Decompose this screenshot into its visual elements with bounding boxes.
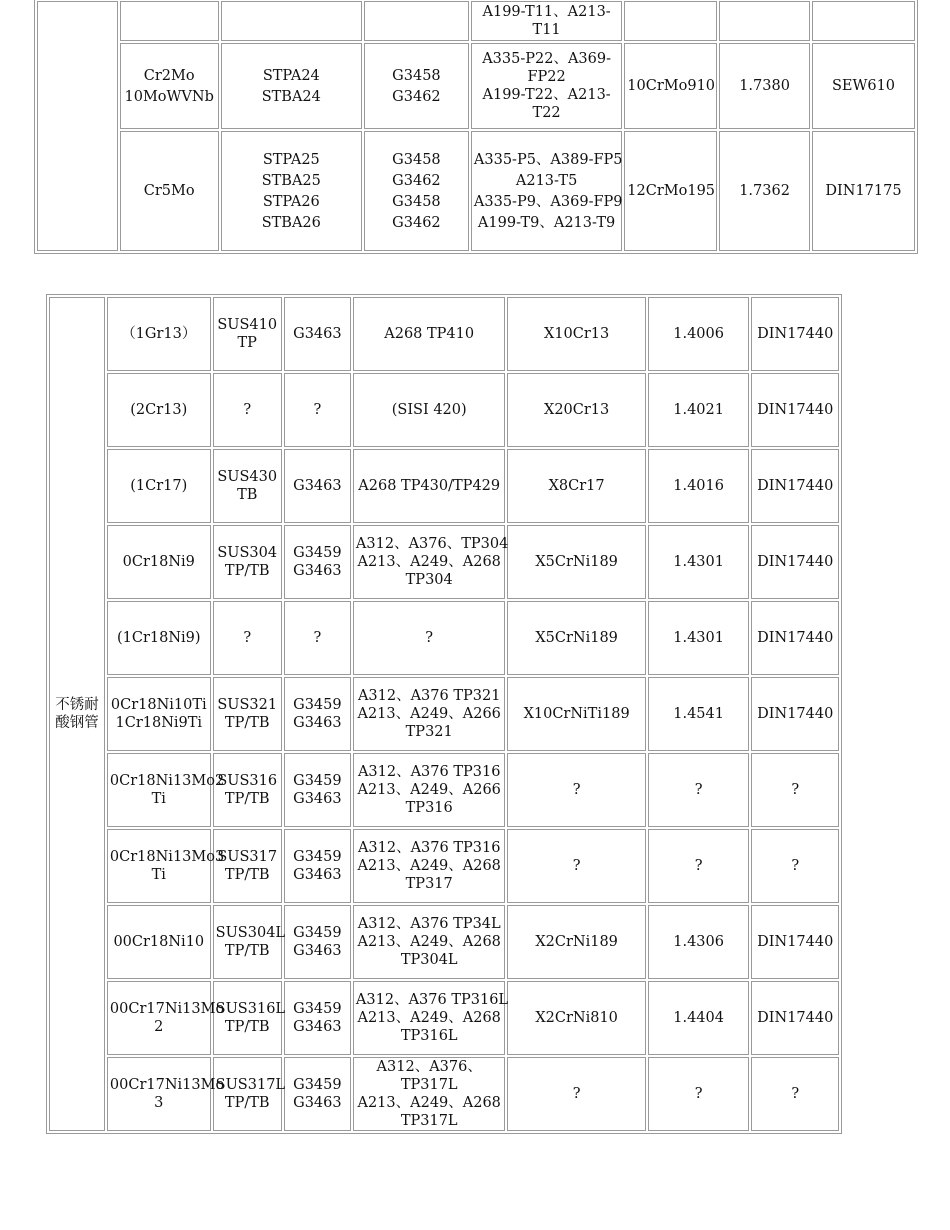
cell-line: SUS317 bbox=[217, 849, 278, 865]
cell-line: 不锈耐 bbox=[55, 697, 99, 713]
table-row bbox=[49, 829, 839, 903]
cell-line: TP/TB bbox=[224, 791, 270, 807]
din-number-cell bbox=[648, 677, 750, 751]
cell-line: ? bbox=[243, 630, 252, 646]
cell-line: Cr5Mo bbox=[143, 183, 195, 199]
cell-line: SUS304L bbox=[215, 925, 286, 941]
din-standard-cell bbox=[751, 297, 839, 371]
cell-line: G3459 bbox=[293, 925, 342, 941]
cell-line: TP304 bbox=[405, 572, 453, 588]
cell-line: TP304L bbox=[400, 952, 458, 968]
cell-line: ? bbox=[572, 1086, 581, 1102]
cell-line: TP321 bbox=[405, 724, 453, 740]
astm-cell bbox=[353, 753, 506, 827]
cell-line: ? bbox=[243, 402, 252, 418]
din-grade-cell bbox=[507, 905, 645, 979]
cell-line: A312、A376、 bbox=[376, 1059, 482, 1075]
cell-line: 00Cr17Ni13Mo bbox=[109, 1077, 225, 1093]
cell-line: DIN17440 bbox=[757, 478, 834, 494]
astm-cell bbox=[353, 297, 506, 371]
cell-line: 2 bbox=[154, 1019, 164, 1035]
cell-line: X2CrNi189 bbox=[535, 934, 618, 950]
din-standard-cell bbox=[751, 1057, 839, 1131]
din-standard-cell bbox=[751, 677, 839, 751]
cell-line: G3459 bbox=[293, 1077, 342, 1093]
cell-line: G3459 bbox=[293, 773, 342, 789]
cell-line: SUS304 bbox=[217, 545, 278, 561]
din-number-cell bbox=[648, 601, 750, 675]
din-standard-cell bbox=[812, 43, 915, 129]
cell-line: DIN17440 bbox=[757, 1010, 834, 1026]
astm-cell bbox=[353, 373, 506, 447]
din-grade-cell bbox=[507, 449, 645, 523]
grade-cell bbox=[107, 373, 211, 447]
cell-line: X2CrNi810 bbox=[535, 1010, 618, 1026]
cell-line: A213、A249、A268 bbox=[357, 1010, 501, 1026]
cell-line: DIN17440 bbox=[757, 402, 834, 418]
cell-line: SUS430 bbox=[217, 469, 278, 485]
cell-line: A268 TP430/TP429 bbox=[358, 478, 501, 494]
astm-cell bbox=[353, 829, 506, 903]
cell-line: TP316L bbox=[400, 1028, 458, 1044]
cell-line: T22 bbox=[532, 105, 561, 121]
din-grade-cell bbox=[507, 373, 645, 447]
cell-line: ? bbox=[791, 782, 800, 798]
cell-line: 0Cr18Ni13Mo3 bbox=[109, 849, 225, 865]
cell-line: 3 bbox=[154, 1095, 164, 1111]
cell-line: A199-T22、A213- bbox=[482, 87, 611, 103]
grade-cell bbox=[120, 1, 219, 41]
cell-line: 1.4301 bbox=[673, 630, 724, 646]
din-standard-cell bbox=[812, 131, 915, 251]
din-grade-cell bbox=[507, 829, 645, 903]
jis-standard-cell bbox=[284, 601, 351, 675]
jis-standard-cell bbox=[284, 829, 351, 903]
jis-grade-cell bbox=[213, 601, 282, 675]
cell-line: TP317L bbox=[400, 1077, 458, 1093]
cell-line: G3459 bbox=[293, 849, 342, 865]
table-row bbox=[49, 373, 839, 447]
cell-line: STPA26 bbox=[262, 193, 320, 210]
cell-line: G3459 bbox=[293, 545, 342, 561]
din-grade-cell bbox=[507, 677, 645, 751]
cell-line: 1.4404 bbox=[673, 1010, 724, 1026]
din-grade-cell bbox=[624, 1, 717, 41]
grade-cell bbox=[107, 449, 211, 523]
astm-cell bbox=[353, 449, 506, 523]
jis-grade-cell bbox=[213, 677, 282, 751]
jis-standard-cell bbox=[284, 981, 351, 1055]
grade-cell bbox=[107, 981, 225, 1055]
cell-line: A335-P9、A369-FP9 bbox=[473, 193, 623, 210]
cell-line: TP/TB bbox=[224, 867, 270, 883]
cell-line: A312、A376、TP304 bbox=[355, 536, 509, 552]
cell-line: ? bbox=[694, 782, 703, 798]
alloy-steel-tube-table bbox=[34, 0, 918, 254]
jis-grade-cell bbox=[213, 829, 282, 903]
din-number-cell bbox=[648, 1057, 750, 1131]
cell-line: STPA24 bbox=[262, 67, 320, 84]
din-number-cell bbox=[719, 131, 810, 251]
cell-line: A199-T11、A213- bbox=[482, 4, 611, 20]
din-standard-cell bbox=[751, 981, 839, 1055]
cell-line: SEW610 bbox=[831, 78, 896, 94]
cell-line: G3462 bbox=[392, 172, 441, 189]
din-number-cell bbox=[648, 981, 750, 1055]
din-grade-cell bbox=[507, 981, 645, 1055]
jis-standard-cell bbox=[284, 525, 351, 599]
cell-line: TP316 bbox=[405, 800, 453, 816]
cell-line: STBA25 bbox=[261, 172, 321, 189]
jis-grade-cell bbox=[213, 449, 282, 523]
cell-line: ? bbox=[791, 858, 800, 874]
cell-line: 00Cr18Ni10 bbox=[113, 934, 205, 950]
cell-line: A312、A376 TP321 bbox=[357, 688, 501, 704]
din-standard-cell bbox=[751, 753, 839, 827]
din-standard-cell bbox=[751, 373, 839, 447]
cell-line: A213、A249、A268 bbox=[357, 858, 501, 874]
din-number-cell bbox=[648, 829, 750, 903]
jis-grade-cell bbox=[213, 373, 282, 447]
cell-line: FP22 bbox=[527, 69, 566, 85]
cell-line: X5CrNi189 bbox=[535, 554, 618, 570]
din-number-cell bbox=[648, 753, 750, 827]
cell-line: G3463 bbox=[293, 715, 342, 731]
cell-line: DIN17440 bbox=[757, 326, 834, 342]
cell-line: DIN17175 bbox=[825, 183, 902, 199]
cell-line: SUS317L bbox=[215, 1077, 286, 1093]
cell-line: A199-T9、A213-T9 bbox=[477, 214, 616, 231]
cell-line: TP/TB bbox=[224, 563, 270, 579]
jis-standard-cell bbox=[364, 43, 469, 129]
grade-cell bbox=[120, 43, 219, 129]
cell-line: 10CrMo910 bbox=[627, 78, 716, 94]
cell-line: 酸钢管 bbox=[55, 715, 99, 731]
grade-cell bbox=[107, 753, 225, 827]
cell-line: DIN17440 bbox=[757, 554, 834, 570]
cell-line: 1.4021 bbox=[673, 402, 724, 418]
cell-line: ? bbox=[572, 782, 581, 798]
jis-grade-cell bbox=[213, 905, 286, 979]
din-number-cell bbox=[719, 1, 810, 41]
cell-line: DIN17440 bbox=[757, 934, 834, 950]
din-number-cell bbox=[648, 373, 750, 447]
table-row bbox=[37, 43, 915, 129]
cell-line: G3462 bbox=[392, 214, 441, 231]
jis-standard-cell bbox=[284, 1057, 351, 1131]
cell-line: X20Cr13 bbox=[544, 402, 610, 418]
din-standard-cell bbox=[751, 905, 839, 979]
cell-line: 0Cr18Ni10Ti bbox=[110, 697, 207, 713]
table-row bbox=[37, 131, 915, 251]
cell-line: A213、A249、A268 bbox=[357, 554, 501, 570]
cell-line: ? bbox=[694, 1086, 703, 1102]
astm-cell bbox=[471, 131, 622, 251]
din-grade-cell bbox=[507, 525, 645, 599]
cell-line: ? bbox=[694, 858, 703, 874]
cell-line: G3463 bbox=[293, 563, 342, 579]
cell-line: (SISI 420) bbox=[391, 402, 467, 418]
din-standard-cell bbox=[751, 525, 839, 599]
category-cell bbox=[37, 1, 118, 251]
cell-line: G3463 bbox=[293, 478, 342, 494]
cell-line: TP/TB bbox=[224, 715, 270, 731]
jis-standard-cell bbox=[284, 373, 351, 447]
cell-line: G3462 bbox=[392, 88, 441, 105]
cell-line: A312、A376 TP316 bbox=[357, 764, 501, 780]
din-grade-cell bbox=[507, 297, 645, 371]
cell-line: STBA26 bbox=[261, 214, 321, 231]
grade-cell bbox=[107, 297, 211, 371]
cell-line: TP/TB bbox=[224, 943, 270, 959]
jis-grade-cell bbox=[213, 753, 282, 827]
cell-line: 1.7380 bbox=[739, 78, 790, 94]
cell-line: A213-T5 bbox=[515, 172, 578, 189]
jis-grade-cell bbox=[213, 981, 286, 1055]
cell-line: X10Cr13 bbox=[544, 326, 610, 342]
astm-cell bbox=[353, 905, 506, 979]
cell-line: SUS316 bbox=[217, 773, 278, 789]
astm-cell bbox=[353, 525, 509, 599]
cell-line: Cr2Mo bbox=[143, 67, 195, 84]
cell-line: A312、A376 TP316 bbox=[357, 840, 501, 856]
din-number-cell bbox=[648, 297, 750, 371]
cell-line: 1.4006 bbox=[673, 326, 724, 342]
astm-cell bbox=[353, 601, 506, 675]
grade-cell bbox=[107, 677, 211, 751]
cell-line: Ti bbox=[151, 867, 166, 883]
cell-line: DIN17440 bbox=[757, 630, 834, 646]
cell-line: G3463 bbox=[293, 1095, 342, 1111]
cell-line: G3463 bbox=[293, 943, 342, 959]
table-row bbox=[37, 1, 915, 41]
cell-line: G3458 bbox=[392, 151, 441, 168]
cell-line: G3459 bbox=[293, 697, 342, 713]
category-cell bbox=[49, 297, 105, 1131]
cell-line: A312、A376 TP34L bbox=[357, 916, 501, 932]
astm-cell bbox=[471, 1, 622, 41]
jis-standard-cell bbox=[364, 131, 469, 251]
cell-line: ? bbox=[313, 630, 322, 646]
jis-grade-cell bbox=[221, 131, 362, 251]
cell-line: 0Cr18Ni9 bbox=[122, 554, 195, 570]
cell-line: A213、A249、A268 bbox=[357, 1095, 501, 1111]
astm-cell bbox=[353, 981, 509, 1055]
astm-cell bbox=[353, 677, 506, 751]
din-grade-cell bbox=[507, 1057, 645, 1131]
din-standard-cell bbox=[751, 829, 839, 903]
cell-line: 12CrMo195 bbox=[627, 183, 716, 199]
din-grade-cell bbox=[507, 753, 645, 827]
cell-line: A213、A249、A266 bbox=[357, 706, 501, 722]
cell-line: G3463 bbox=[293, 867, 342, 883]
table-row bbox=[49, 449, 839, 523]
cell-line: SUS321 bbox=[217, 697, 278, 713]
cell-line: ? bbox=[425, 630, 434, 646]
cell-line: ? bbox=[572, 858, 581, 874]
grade-cell bbox=[120, 131, 219, 251]
cell-line: 1.7362 bbox=[739, 183, 790, 199]
stainless-table-body bbox=[49, 297, 839, 1131]
cell-line: ? bbox=[313, 402, 322, 418]
cell-line: A213、A249、A268 bbox=[357, 934, 501, 950]
table-row bbox=[49, 905, 839, 979]
din-standard-cell bbox=[751, 601, 839, 675]
jis-standard-cell bbox=[284, 905, 351, 979]
jis-grade-cell bbox=[221, 43, 362, 129]
cell-line: (1Cr17) bbox=[130, 478, 188, 494]
cell-line: TP bbox=[237, 335, 257, 351]
cell-line: ? bbox=[791, 1086, 800, 1102]
grade-cell bbox=[107, 829, 225, 903]
din-grade-cell bbox=[624, 43, 717, 129]
cell-line: TP/TB bbox=[224, 1019, 270, 1035]
table-row bbox=[49, 981, 839, 1055]
cell-line: X8Cr17 bbox=[548, 478, 605, 494]
din-number-cell bbox=[648, 449, 750, 523]
jis-grade-cell bbox=[213, 1057, 286, 1131]
cell-line: 10MoWVNb bbox=[124, 88, 214, 105]
din-number-cell bbox=[648, 905, 750, 979]
astm-cell bbox=[471, 43, 622, 129]
table-row bbox=[49, 525, 839, 599]
grade-cell bbox=[107, 905, 211, 979]
cell-line: G3458 bbox=[392, 193, 441, 210]
cell-line: A335-P22、A369- bbox=[482, 51, 611, 67]
din-standard-cell bbox=[812, 1, 915, 41]
cell-line: X10CrNiTi189 bbox=[523, 706, 630, 722]
table-row bbox=[49, 753, 839, 827]
cell-line: X5CrNi189 bbox=[535, 630, 618, 646]
cell-line: TB bbox=[237, 487, 258, 503]
jis-grade-cell bbox=[221, 1, 362, 41]
cell-line: A312、A376 TP316L bbox=[355, 992, 509, 1008]
cell-line: (1Cr18Ni9) bbox=[117, 630, 201, 646]
cell-line: G3463 bbox=[293, 1019, 342, 1035]
cell-line: SUS316L bbox=[215, 1001, 286, 1017]
grade-cell bbox=[107, 1057, 225, 1131]
cell-line: 1.4541 bbox=[673, 706, 724, 722]
cell-line: 1.4306 bbox=[673, 934, 724, 950]
cell-line: A268 TP410 bbox=[384, 326, 475, 342]
grade-cell bbox=[107, 601, 211, 675]
jis-standard-cell bbox=[284, 449, 351, 523]
cell-line: 0Cr18Ni13Mo2 bbox=[109, 773, 225, 789]
cell-line: (2Cr13) bbox=[130, 402, 188, 418]
din-number-cell bbox=[648, 525, 750, 599]
cell-line: T11 bbox=[532, 22, 561, 38]
cell-line: G3463 bbox=[293, 326, 342, 342]
jis-standard-cell bbox=[284, 753, 351, 827]
cell-line: SUS410 bbox=[217, 317, 278, 333]
cell-line: A335-P5、A389-FP5 bbox=[473, 151, 623, 168]
cell-line: G3459 bbox=[293, 1001, 342, 1017]
stainless-steel-tube-table bbox=[46, 294, 842, 1134]
cell-line: G3458 bbox=[392, 67, 441, 84]
cell-line: G3463 bbox=[293, 791, 342, 807]
cell-line: STPA25 bbox=[262, 151, 320, 168]
cell-line: TP317 bbox=[405, 876, 453, 892]
grade-cell bbox=[107, 525, 211, 599]
cell-line: 1Cr18Ni9Ti bbox=[115, 715, 203, 731]
table-row bbox=[49, 601, 839, 675]
jis-grade-cell bbox=[213, 525, 282, 599]
cell-line: 1.4016 bbox=[673, 478, 724, 494]
astm-cell bbox=[353, 1057, 506, 1131]
jis-grade-cell bbox=[213, 297, 282, 371]
cell-line: A213、A249、A266 bbox=[357, 782, 501, 798]
cell-line: TP317L bbox=[400, 1113, 458, 1129]
din-standard-cell bbox=[751, 449, 839, 523]
cell-line: Ti bbox=[151, 791, 166, 807]
jis-standard-cell bbox=[364, 1, 469, 41]
cell-line: STBA24 bbox=[261, 88, 321, 105]
jis-standard-cell bbox=[284, 297, 351, 371]
table-row bbox=[49, 1057, 839, 1131]
cell-line: 1.4301 bbox=[673, 554, 724, 570]
table-row bbox=[49, 677, 839, 751]
din-grade-cell bbox=[507, 601, 645, 675]
cell-line: （1Gr13） bbox=[121, 326, 197, 342]
jis-standard-cell bbox=[284, 677, 351, 751]
cell-line: DIN17440 bbox=[757, 706, 834, 722]
table-row bbox=[49, 297, 839, 371]
cell-line: TP/TB bbox=[224, 1095, 270, 1111]
din-number-cell bbox=[719, 43, 810, 129]
din-grade-cell bbox=[624, 131, 717, 251]
cell-line: 00Cr17Ni13Mo bbox=[109, 1001, 225, 1017]
